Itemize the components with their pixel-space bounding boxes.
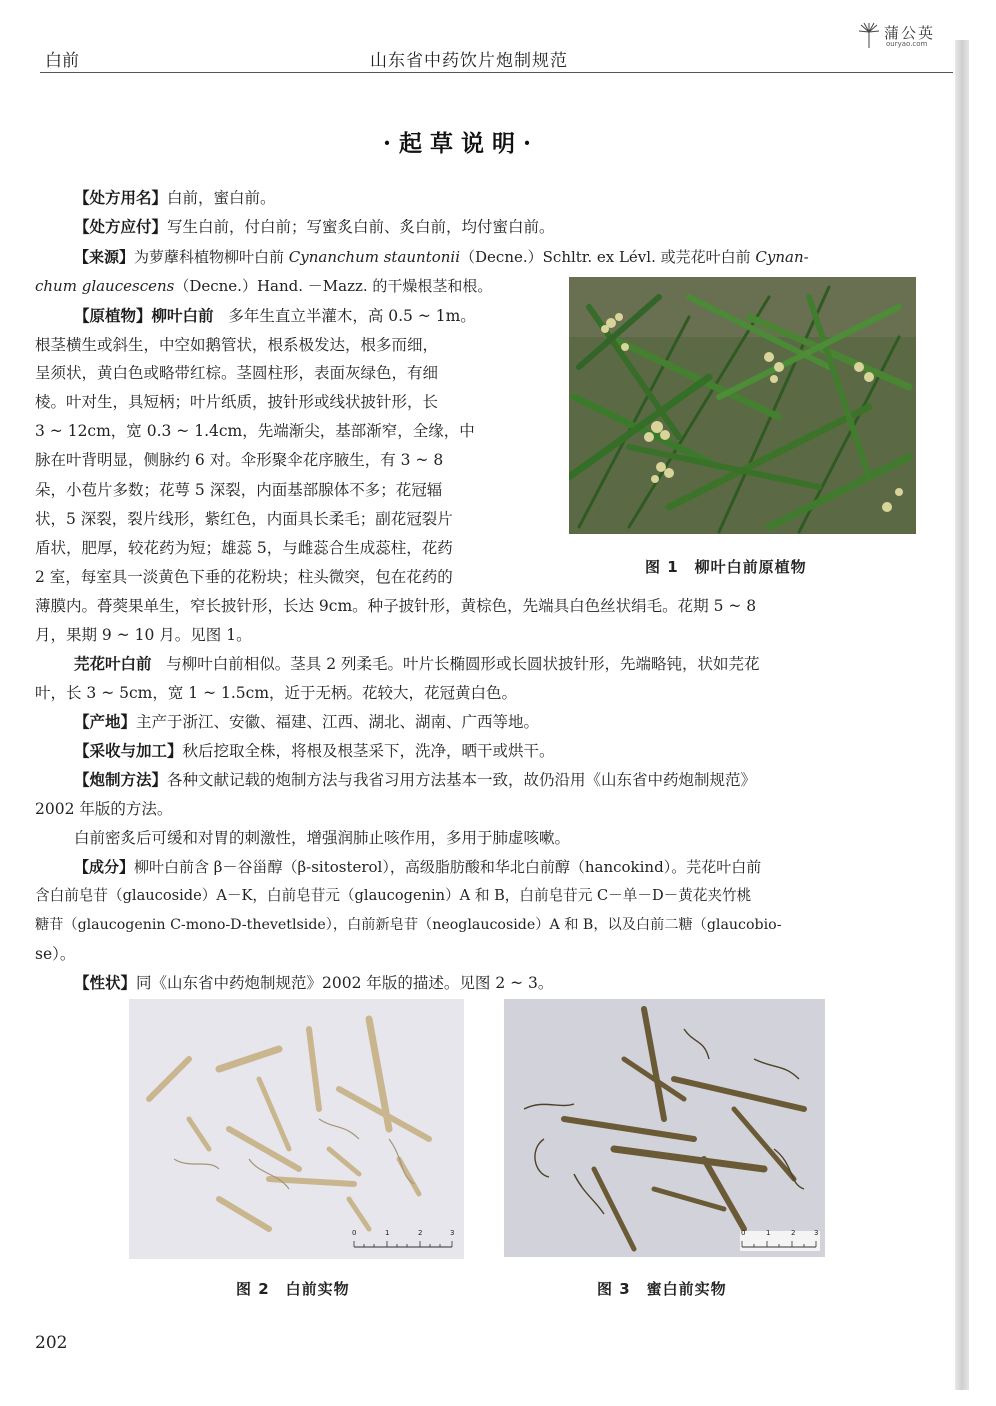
field-label: 【处方用名】 xyxy=(74,189,168,207)
text-line xyxy=(74,737,555,765)
scale-tick-label: 2 xyxy=(791,1229,796,1237)
field-text: （Decne.）Schltr. ex Lévl. 或芫花叶白前 xyxy=(460,248,756,266)
text-line: 呈须状，黄白色或略带红棕。茎圆柱形，表面灰绿色，有细 xyxy=(35,364,439,382)
text-line: 盾状，肥厚，较花药为短；雄蕊 5，与雌蕊合生成蕊柱，花药 xyxy=(35,539,453,557)
scale-tick-label: 2 xyxy=(418,1229,423,1237)
text-line xyxy=(74,853,761,881)
field-text: 各种文献记载的炮制方法与我省习用方法基本一致，故仍沿用《山东省中药炮制规范》 xyxy=(167,771,757,789)
text-line: 叶，长 3 ~ 5cm，宽 1 ~ 1.5cm，近于无柄。花较大，花冠黄白色。 xyxy=(35,684,518,702)
text-line xyxy=(74,302,476,330)
field-label: 【采收与加工】 xyxy=(74,742,183,760)
scale-tick-label: 1 xyxy=(385,1229,390,1237)
scale-tick-label: 3 xyxy=(814,1229,819,1237)
page-margin xyxy=(969,0,996,1406)
subheading: 芫花叶白前 xyxy=(74,655,152,673)
field-text: 同《山东省中药炮制规范》2002 年版的描述。见图 2 ~ 3。 xyxy=(136,974,554,992)
text-line xyxy=(74,243,809,271)
text-line: 2002 年版的方法。 xyxy=(35,800,173,818)
field-text: 与柳叶白前相似。茎具 2 列柔毛。叶片长椭圆形或长圆状披针形，先端略钝，状如芫花 xyxy=(166,655,760,673)
text-line: se）。 xyxy=(35,945,76,963)
header-rule xyxy=(40,72,953,73)
logo-url: ouryao.com xyxy=(886,40,928,48)
text-line xyxy=(74,766,756,794)
figure-3-specimen-photo xyxy=(504,999,825,1257)
scale-tick-label: 3 xyxy=(450,1229,455,1237)
honey-fried-root-illustration xyxy=(504,999,825,1257)
section-title: ·起草说明· xyxy=(383,130,540,157)
text-line: 根茎横生或斜生，中空如鹅管状，根系极发达，根多而细， xyxy=(35,336,439,354)
latin-name: chum glaucescens xyxy=(35,277,175,295)
scale-tick-label: 1 xyxy=(766,1229,771,1237)
text-line: 薄膜内。蓇葖果单生，窄长披针形，长达 9cm。种子披针形，黄棕色，先端具白色丝状绢毛。花期 5 ~ 8 xyxy=(35,597,757,615)
field-label: 【产地】 xyxy=(74,713,137,731)
field-text: （Decne.）Hand. －Mazz. 的干燥根茎和根。 xyxy=(174,277,493,295)
field-text: 秋后挖取全株，将根及根茎采下，洗净，晒干或烘干。 xyxy=(182,742,555,760)
figure-2-specimen-photo xyxy=(129,999,464,1259)
site-logo xyxy=(858,22,950,52)
text-line: 状，5 深裂，裂片线形，紫红色，内面具长柔毛；副花冠裂片 xyxy=(35,510,453,528)
text-line xyxy=(74,708,539,736)
figure-1-plant-photo xyxy=(569,277,916,534)
text-line: 月，果期 9 ~ 10 月。见图 1。 xyxy=(35,626,252,644)
logo-name: 蒲公英 xyxy=(884,24,936,42)
text-line xyxy=(74,969,553,997)
latin-name: Cynan- xyxy=(755,248,809,266)
ruler-graphic xyxy=(352,1231,457,1251)
running-head-book-title: 山东省中药饮片炮制规范 xyxy=(370,51,568,71)
raw-root-illustration xyxy=(129,999,464,1259)
text-line xyxy=(74,184,276,212)
latin-name: Cynanchum stauntonii xyxy=(288,248,461,266)
scale-bar xyxy=(740,1231,820,1251)
figure-2-caption: 图 2 白前实物 xyxy=(236,1280,350,1298)
field-text: 多年生直立半灌木，高 0.5 ~ 1m。 xyxy=(228,307,476,325)
figure-3-caption: 图 3 蜜白前实物 xyxy=(597,1280,727,1298)
text-line: 白前密炙后可缓和对胃的刺激性，增强润肺止咳作用，多用于肺虚咳嗽。 xyxy=(74,829,571,847)
text-line: 棱。叶对生，具短柄；叶片纸质，披针形或线状披针形，长 xyxy=(35,393,439,411)
book-spine-shadow xyxy=(955,40,969,1390)
text-line: 脉在叶背明显，侧脉约 6 对。伞形聚伞花序腋生，有 3 ~ 8 xyxy=(35,451,444,469)
text-line: 2 室，每室具一淡黄色下垂的花粉块；柱头微突，包在花药的 xyxy=(35,568,453,586)
text-line: 朵，小苞片多数；花萼 5 深裂，内面基部腺体不多；花冠辐 xyxy=(35,481,443,499)
scale-tick-label: 0 xyxy=(352,1229,357,1237)
text-line xyxy=(74,213,555,241)
text-line xyxy=(35,272,492,300)
field-label: 【原植物】 xyxy=(74,307,152,325)
subheading: 柳叶白前 xyxy=(151,307,214,325)
plant-illustration xyxy=(569,277,916,534)
field-label: 【成分】 xyxy=(74,858,135,876)
field-text: 写生白前，付白前；写蜜炙白前、炙白前，均付蜜白前。 xyxy=(167,218,555,236)
field-text: 柳叶白前含 β－谷甾醇（β-sitosterol），高级脂肪酸和华北白前醇（hancokind）。芫花叶白前 xyxy=(134,858,762,876)
page-number: 202 xyxy=(35,1333,68,1353)
field-label: 【来源】 xyxy=(74,248,135,266)
text-line xyxy=(74,650,760,678)
text-line: 3 ~ 12cm，宽 0.3 ~ 1.4cm，先端渐尖，基部渐窄，全缘，中 xyxy=(35,422,475,440)
ruler-graphic xyxy=(740,1231,820,1251)
field-label: 【炮制方法】 xyxy=(74,771,168,789)
figure-1-caption: 图 1 柳叶白前原植物 xyxy=(645,558,807,576)
field-label: 【处方应付】 xyxy=(74,218,168,236)
dandelion-icon xyxy=(858,22,880,48)
field-text: 为萝藦科植物柳叶白前 xyxy=(134,248,289,266)
text-line: 糖苷（glaucogenin C-mono-D-thevetlside），白前新皂苷（neoglaucoside）A 和 B，以及白前二糖（glaucobio- xyxy=(35,917,782,933)
text-line: 含白前皂苷（glaucoside）A－K，白前皂苷元（glaucogenin）A 和 B，白前皂苷元 C－单－D－黄花夹竹桃 xyxy=(35,887,752,904)
field-label: 【性状】 xyxy=(74,974,137,992)
field-text: 主产于浙江、安徽、福建、江西、湖北、湖南、广西等地。 xyxy=(136,713,540,731)
scale-tick-label: 0 xyxy=(741,1229,746,1237)
scale-bar xyxy=(352,1231,457,1251)
field-text: 白前，蜜白前。 xyxy=(167,189,276,207)
running-head-section: 白前 xyxy=(45,51,79,71)
